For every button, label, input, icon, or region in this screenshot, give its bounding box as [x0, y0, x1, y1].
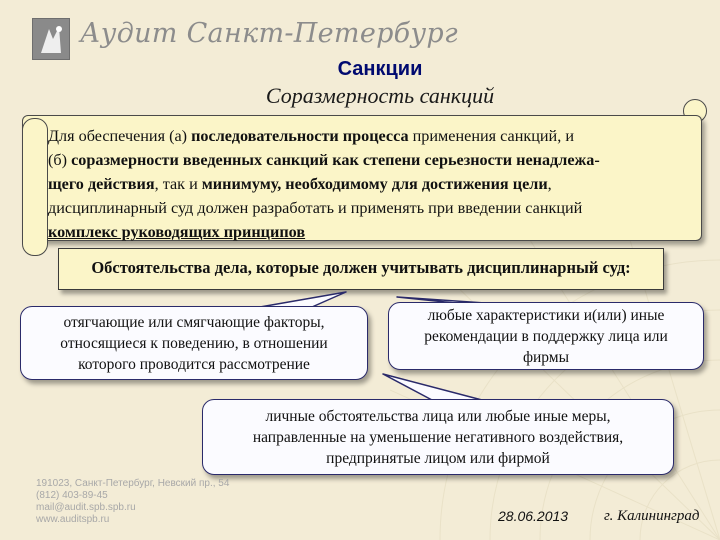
- principles-line-2: (б) соразмерности введенных санкций как степени серьезности ненадлежа-: [48, 151, 600, 169]
- circumstances-heading: Обстоятельства дела, которые должен учитывать дисциплинарный суд:: [91, 258, 631, 277]
- principles-line-1: Для обеспечения (а) последовательности процесса применения санкций, и: [48, 127, 574, 145]
- principles-line-3: щего действия, так и минимуму, необходимому для достижения цели,: [48, 175, 552, 193]
- company-logo: [32, 18, 70, 60]
- page-subtitle: Соразмерность санкций: [265, 83, 495, 108]
- footer-date: 28.06.2013: [498, 508, 569, 524]
- principles-line-5: комплекс руководящих принципов: [48, 223, 306, 241]
- callout-personal-circumstances: личные обстоятельства лица или любые иные меры, направленные на уменьшение негативного воздействия, предпринятые лицом или фирмой: [202, 399, 674, 475]
- logo-text: Аудит Санкт-Петербург: [80, 18, 458, 49]
- footer-city: г. Калининград: [604, 508, 700, 524]
- principles-text: [48, 124, 688, 244]
- scroll-roll: [22, 118, 48, 256]
- footer-address: 191023, Санкт-Петербург, Невский пр., 54 (812) 403-89-45 mail@audit.spb.spb.ru www.auditspb.ru: [36, 478, 230, 525]
- logo-emblem-icon: [33, 19, 69, 59]
- page-title: Санкции: [337, 58, 423, 80]
- principles-line-4: дисциплинарный суд должен разработать и применять при введении санкций: [48, 199, 583, 217]
- callout-recommendations: любые характеристики и(или) иные рекомендации в поддержку лица или фирмы: [388, 302, 704, 370]
- callout-aggravating-factors: отягчающие или смягчающие факторы, относящиеся к поведению, в отношении которого проводится рассмотрение: [20, 306, 368, 380]
